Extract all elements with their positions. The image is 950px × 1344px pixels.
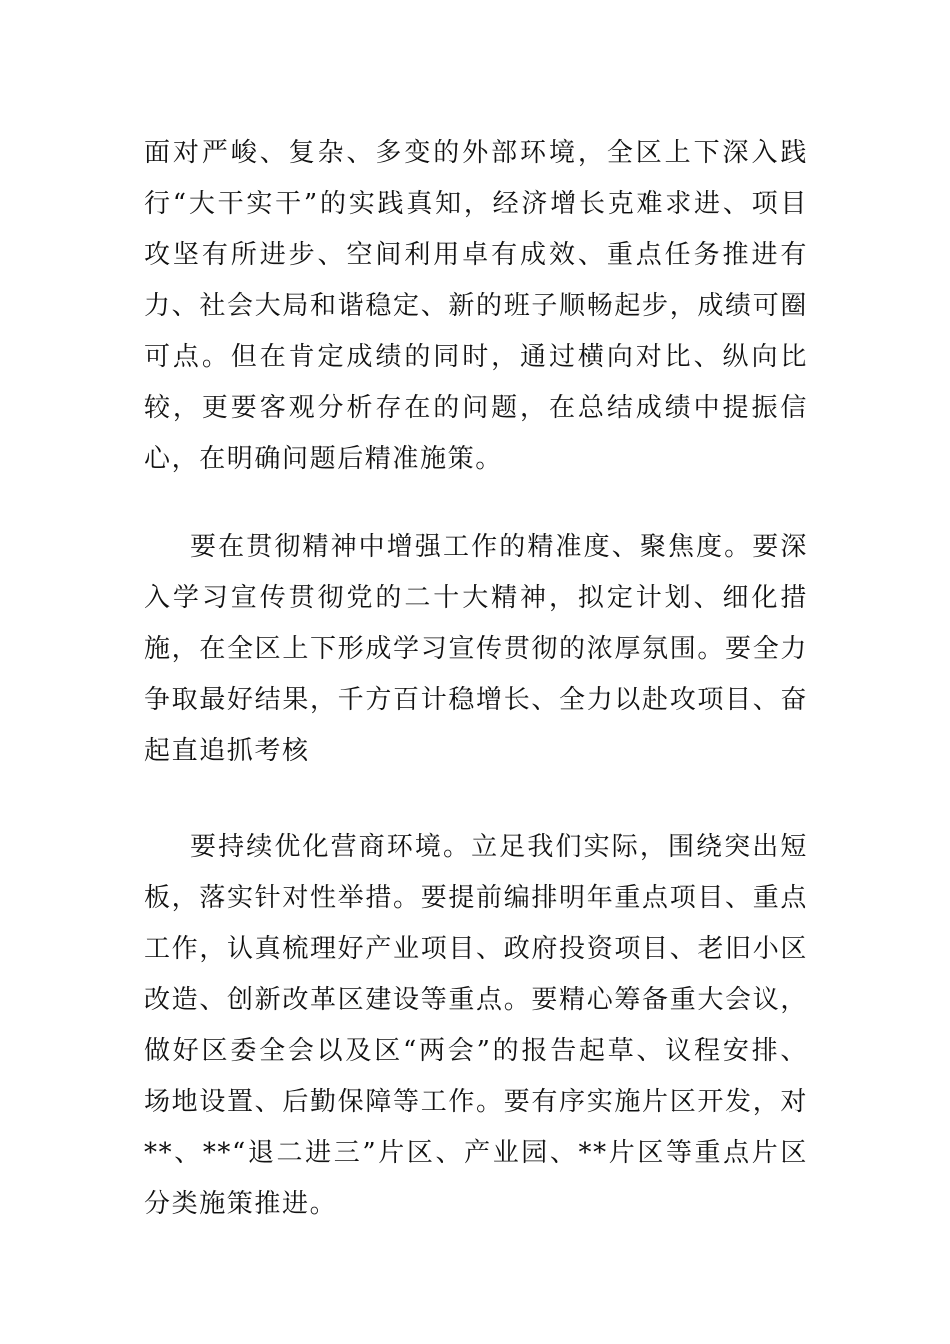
paragraph-business-environment: 要持续优化营商环境。立足我们实际，围绕突出短板，落实针对性举措。要提前编排明年重点项目、重点工作，认真梳理好产业项目、政府投资项目、老旧小区改造、创新改革区建设等重点。要精心筹备重大会议，做好区委全会以及区“两会”的报告起草、议程安排、场地设置、后勤保障等工作。要有序实施片区开发，对**、**“退二进三”片区、产业园、**片区等重点片区分类施策推进。 <box>144 832 808 1219</box>
paragraph-external-environment: 面对严峻、复杂、多变的外部环境，全区上下深入践行“大干实干”的实践真知，经济增长克难求进、项目攻坚有所进步、空间利用卓有成效、重点任务推进有力、社会大局和谐稳定、新的班子顺畅起步，成绩可圈可点。但在肯定成绩的同时，通过横向对比、纵向比较，更要客观分析存在的问题，在总结成绩中提振信心，在明确问题后精准施策。 <box>144 138 808 474</box>
paragraph-implement-spirit: 要在贯彻精神中增强工作的精准度、聚焦度。要深入学习宣传贯彻党的二十大精神，拟定计划、细化措施，在全区上下形成学习宣传贯彻的浓厚氛围。要全力争取最好结果，千方百计稳增长、全力以赴攻项目、奋起直追抓考核 <box>144 532 808 766</box>
